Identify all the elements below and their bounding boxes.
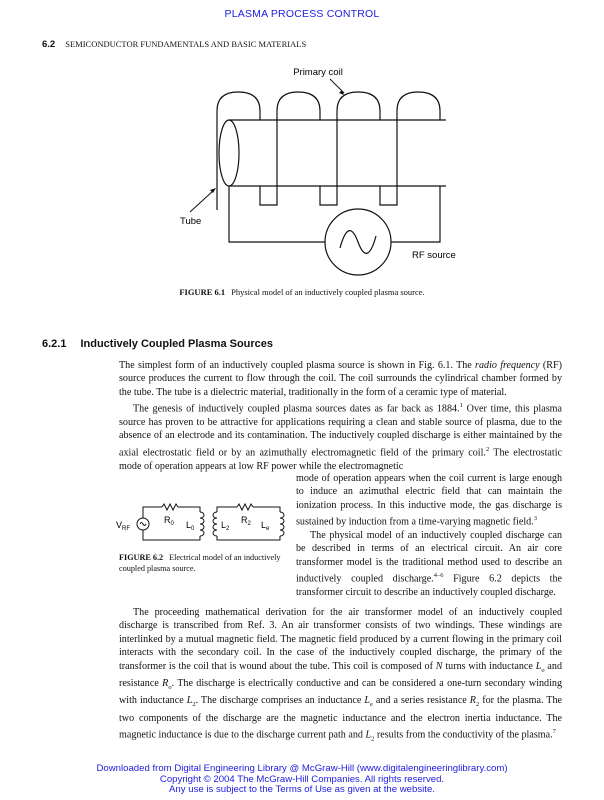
primary-coil-label: Primary coil <box>293 67 343 78</box>
p2-text-d: mode of operation appears when the coil current is large enough to induce an azimuthal electric field that can maintain the ionization process. In this inductive mode, the gas discharge is sustained by induction from a time-varying magnetic field. <box>296 473 562 528</box>
p2-ref-2: 2 <box>485 445 490 453</box>
l0-label: $L_0$ <box>186 520 195 532</box>
r2-label: $R_2$ <box>241 515 251 527</box>
resistor-r2 <box>237 504 253 510</box>
p4-var-r0-sub: o <box>168 684 172 692</box>
p2-ref-1: 1 <box>459 402 463 410</box>
section-number: 6.2.1 <box>42 338 67 350</box>
running-head <box>42 39 306 50</box>
p4-var-l2b: L <box>365 729 372 741</box>
p4-var-r2: R <box>469 695 476 707</box>
r0-label: $R_0$ <box>164 515 174 527</box>
resistor-r0 <box>162 504 178 510</box>
inductor-l2 <box>213 512 217 536</box>
paragraph-3 <box>296 529 562 599</box>
running-title: SEMICONDUCTOR FUNDAMENTALS AND BASIC MATERIALS <box>65 39 307 49</box>
p4-var-l2b-sub: 2 <box>371 735 375 743</box>
p4-text-a: The proceeding mathematical derivation for the air transformer model of an inductively coupled discharge is transcribed from Ref. 3. An air transformer consists of two windings. These windings are interlinked by a mutual magnetic field. The magnetic field produced by a current flowing in the primary coil interacts with the secondary coil. In the case of the inductively coupled discharge, the primary of the transformer is the coil that is wound about the tube. This coil is composed of <box>119 607 562 672</box>
figure-6-1-number: FIGURE 6.1 <box>179 287 226 297</box>
paragraph-1 <box>119 359 562 399</box>
figure-6-2-caption <box>119 553 289 574</box>
rf-source-label: RF source <box>412 250 456 261</box>
p3-ref: 4–6 <box>433 572 444 580</box>
figure-6-2-text: Electrical model of an inductively coupled plasma source. <box>119 553 281 573</box>
p2-text-b: Over time, this plasma source has proven to be attractive for applications requiring a clean and stable source of plasma, due to the absence of an electrode and its contamination. The inductively coupled discharge is either maintained by the axial electrostatic field or by an azimuthally electromagnetic field of the primary coil. <box>119 403 562 459</box>
primary-coil <box>217 92 440 242</box>
footer-copyright: Copyright © 2004 The McGraw-Hill Companies. All rights reserved. <box>159 773 445 785</box>
p4-var-l2: L <box>186 695 193 707</box>
footer <box>0 764 604 796</box>
p1-text-a: The simplest form of an inductively coupled plasma source is shown in Fig. 6.1. The <box>119 360 476 371</box>
paragraph-2-cont <box>296 472 562 529</box>
p4-text-f: and a series resistance <box>372 695 470 707</box>
section-title: Inductively Coupled Plasma Sources <box>80 338 274 350</box>
p4-var-l0: L <box>535 660 542 672</box>
body-text-top <box>119 359 562 473</box>
figure-6-2-circuit <box>114 500 294 548</box>
p3-text-a: The physical model of an inductively coupled discharge can be described in terms of an electrical circuit. An air core transformer model is the traditional method used to describe an inductively coupled discharge. <box>296 529 562 585</box>
p3-text-b: Figure 6.2 depicts the transformer circuit to describe an inductively coupled discharge. <box>296 573 562 598</box>
body-text-bottom <box>119 606 562 746</box>
inductor-le <box>280 512 284 536</box>
figure-6-1-caption <box>0 287 604 297</box>
inductor-l0 <box>200 512 204 536</box>
p4-text-h: results from the conductivity of the plasma. <box>374 729 553 741</box>
tube-pointer <box>190 190 214 212</box>
p4-text-g: for the plasma. The two components of the discharge are the magnetic inductance and the electron inertia inductance. The magnetic inductance is due to the discharge current path and <box>119 695 563 741</box>
p4-var-l0-sub: o <box>541 666 545 674</box>
top-banner: PLASMA PROCESS CONTROL <box>224 8 380 20</box>
p2-ref-3: 3 <box>533 515 537 523</box>
paragraph-2 <box>119 399 562 473</box>
le-label: $L_e$ <box>261 520 270 532</box>
p4-text-c: and resistance <box>119 660 562 690</box>
p4-text-d: . The discharge is electrically conductive and can be considered a one-turn secondary winding with inductance <box>119 678 562 707</box>
p4-var-l2-sub: 2 <box>192 701 196 709</box>
figure-6-1-text: Physical model of an inductively coupled plasma source. <box>231 287 425 297</box>
page-label: 6.2 <box>42 39 56 50</box>
vrf-label: $V_{RF}$ <box>116 520 131 532</box>
figure-6-1-diagram <box>0 55 604 285</box>
p2-text-c: The electrostatic mode of operation appears at low RF power while the electromagnetic <box>119 447 562 472</box>
body-text-wrap <box>296 472 562 599</box>
footer-download-link[interactable]: Downloaded from Digital Engineering Library @ McGraw-Hill (www.digitalengineeringlibrary.com) <box>96 763 508 774</box>
section-heading <box>42 338 287 350</box>
l2-label: $L_2$ <box>221 520 230 532</box>
p2-text-a: The genesis of inductively coupled plasma sources dates as far back as 1884. <box>133 403 460 415</box>
paragraph-4 <box>119 606 562 746</box>
p4-ref: 7 <box>552 728 556 736</box>
p4-var-r0: R <box>162 678 169 690</box>
p4-text-e: . The discharge comprises an inductance <box>195 695 365 707</box>
p1-emphasis: radio frequency <box>475 360 540 371</box>
p4-var-r2-sub: 2 <box>475 701 480 709</box>
tube-label: Tube <box>180 216 202 227</box>
figure-6-2-number: FIGURE 6.2 <box>119 553 164 562</box>
p1-text-b: (RF) source produces the current to flow through the coil. The coil surrounds the cylindrical chamber formed by the tube. The tube is a dielectric material, traditionally in the form of a ceramic type of material. <box>119 360 562 398</box>
footer-terms: Any use is subject to the Terms of Use as given at the website. <box>169 784 435 795</box>
p4-var-le-sub: e <box>370 701 373 709</box>
p4-var-n: N <box>435 660 443 672</box>
p4-text-b: turns with inductance <box>442 660 536 672</box>
tube <box>219 120 446 186</box>
p4-var-le: L <box>364 695 370 707</box>
